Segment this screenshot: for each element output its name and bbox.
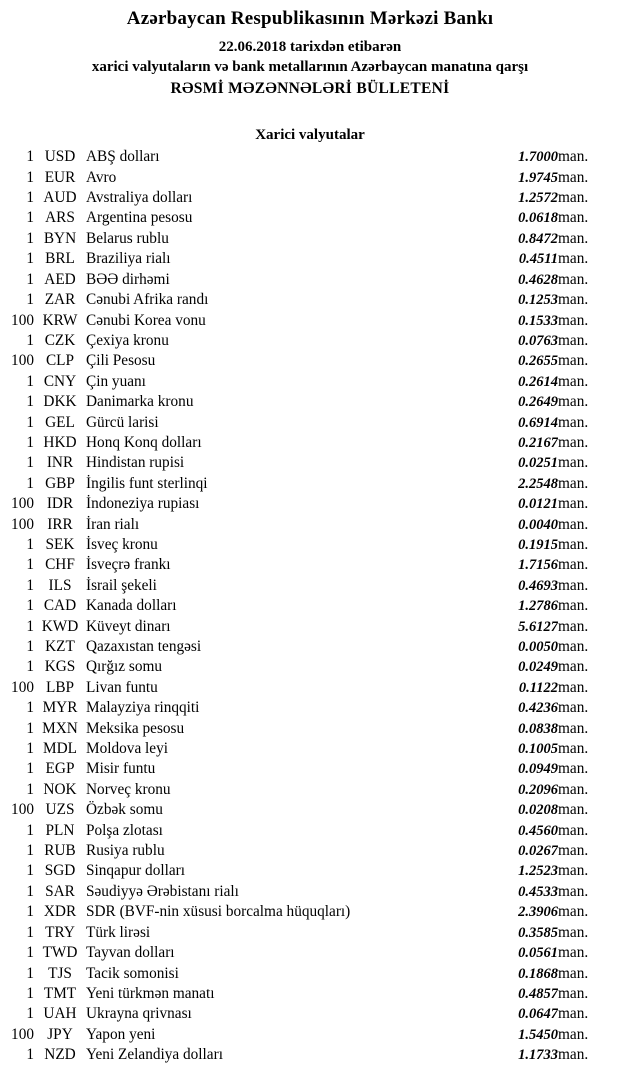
rate-cell: 5.6127 — [518, 618, 558, 635]
quantity-cell: 1 — [26, 760, 34, 778]
unit-cell: man. — [558, 535, 589, 553]
unit-cell: man. — [558, 189, 589, 207]
quantity-cell: 1 — [26, 148, 34, 166]
currency-name-cell: Avstraliya dolları — [86, 189, 193, 207]
currency-name-cell: İsrail şekeli — [86, 576, 157, 594]
table-row — [0, 1004, 620, 1024]
table-row — [0, 351, 620, 371]
unit-cell: man. — [558, 740, 589, 758]
rate-cell: 0.0949 — [518, 761, 558, 778]
section-title-foreign-currencies: Xarici valyutalar — [255, 126, 365, 143]
currency-code-cell: CZK — [44, 331, 76, 349]
currency-name-cell: Küveyt dinarı — [86, 617, 171, 635]
quantity-cell: 1 — [26, 1046, 34, 1064]
currency-code-cell: UAH — [43, 1005, 77, 1023]
table-row — [0, 473, 620, 493]
unit-cell: man. — [558, 311, 589, 329]
currency-name-cell: Belarus rublu — [86, 229, 169, 247]
currency-code-cell: KRW — [42, 311, 78, 329]
unit-cell: man. — [558, 944, 589, 962]
table-row — [0, 249, 620, 269]
currency-code-cell: MXN — [42, 719, 78, 737]
quantity-cell: 1 — [26, 209, 34, 227]
table-row — [0, 535, 620, 555]
table-row — [0, 596, 620, 616]
quantity-cell: 1 — [26, 903, 34, 921]
currency-code-cell: MDL — [43, 740, 77, 758]
quantity-cell: 100 — [11, 678, 34, 696]
quantity-cell: 1 — [26, 699, 34, 717]
unit-cell: man. — [558, 515, 589, 533]
currency-code-cell: INR — [46, 454, 74, 472]
currency-name-cell: ABŞ dolları — [86, 148, 160, 166]
unit-cell: man. — [558, 719, 589, 737]
unit-cell: man. — [558, 862, 589, 880]
rate-cell: 0.1533 — [518, 312, 558, 329]
bulletin-title: RƏSMİ MƏZƏNNƏLƏRİ BÜLLETENİ — [170, 79, 450, 97]
rate-cell: 1.9745 — [518, 169, 558, 186]
currency-code-cell: SGD — [44, 862, 76, 880]
quantity-cell: 1 — [26, 740, 34, 758]
unit-cell: man. — [558, 556, 589, 574]
rate-cell: 0.2655 — [518, 353, 558, 370]
currency-code-cell: SAR — [45, 882, 75, 900]
currency-code-cell: TMT — [43, 984, 77, 1002]
table-row — [0, 576, 620, 596]
rate-cell: 0.1122 — [518, 679, 558, 696]
table-row — [0, 494, 620, 514]
currency-code-cell: GEL — [45, 413, 75, 431]
table-row — [0, 1024, 620, 1044]
rate-cell: 2.3906 — [518, 904, 558, 921]
currency-code-cell: TJS — [48, 964, 72, 982]
rate-cell: 0.0249 — [518, 659, 558, 676]
table-row — [0, 759, 620, 779]
rate-cell: 0.4533 — [518, 883, 558, 900]
quantity-cell: 1 — [26, 923, 34, 941]
unit-cell: man. — [558, 209, 589, 227]
currency-name-cell: Hindistan rupisi — [86, 454, 185, 472]
rate-cell: 0.3585 — [518, 924, 558, 941]
unit-cell: man. — [558, 413, 589, 431]
quantity-cell: 1 — [26, 842, 34, 860]
rate-cell: 0.1253 — [518, 292, 558, 309]
currency-code-cell: AED — [44, 270, 76, 288]
currency-code-cell: USD — [44, 148, 76, 166]
table-row — [0, 820, 620, 840]
unit-cell: man. — [558, 617, 589, 635]
unit-cell: man. — [558, 760, 589, 778]
currency-code-cell: RUB — [44, 842, 76, 860]
exchange-rates-table — [0, 147, 620, 1065]
currency-name-cell: Yeni türkmən manatı — [86, 984, 215, 1002]
table-row — [0, 882, 620, 902]
table-row — [0, 433, 620, 453]
currency-code-cell: CHF — [45, 556, 75, 574]
quantity-cell: 1 — [26, 658, 34, 676]
currency-name-cell: Polşa zlotası — [86, 821, 163, 839]
unit-cell: man. — [558, 495, 589, 513]
currency-name-cell: Danimarka kronu — [86, 393, 194, 411]
rate-cell: 0.0050 — [518, 639, 558, 656]
rate-cell: 0.6914 — [518, 414, 558, 431]
bulletin-header — [0, 8, 620, 100]
currency-code-cell: DKK — [43, 393, 77, 411]
rate-cell: 0.0618 — [518, 210, 558, 227]
currency-name-cell: Rusiya rublu — [86, 842, 165, 860]
quantity-cell: 1 — [26, 168, 34, 186]
table-row — [0, 555, 620, 575]
table-row — [0, 229, 620, 249]
quantity-cell: 1 — [26, 944, 34, 962]
currency-name-cell: İsveç kronu — [86, 535, 158, 553]
unit-cell: man. — [558, 474, 589, 492]
table-row — [0, 331, 620, 351]
unit-cell: man. — [558, 678, 589, 696]
quantity-cell: 1 — [26, 331, 34, 349]
currency-name-cell: İngilis funt sterlinqi — [86, 474, 208, 492]
currency-code-cell: PLN — [45, 821, 75, 839]
currency-code-cell: KGS — [44, 658, 76, 676]
currency-name-cell: Çexiya kronu — [86, 331, 169, 349]
table-row — [0, 739, 620, 759]
rate-cell: 0.0040 — [518, 516, 558, 533]
table-row — [0, 147, 620, 167]
quantity-cell: 1 — [26, 597, 34, 615]
table-row — [0, 290, 620, 310]
table-row — [0, 678, 620, 698]
currency-name-cell: Çin yuanı — [86, 372, 146, 390]
rate-cell: 1.1733 — [518, 1047, 558, 1064]
currency-name-cell: Tayvan dolları — [86, 944, 175, 962]
quantity-cell: 1 — [26, 474, 34, 492]
unit-cell: man. — [558, 699, 589, 717]
currency-code-cell: XDR — [43, 903, 77, 921]
quantity-cell: 1 — [26, 372, 34, 390]
table-row — [0, 1045, 620, 1065]
table-row — [0, 780, 620, 800]
unit-cell: man. — [558, 597, 589, 615]
currency-name-cell: Qazaxıstan tengəsi — [86, 638, 202, 656]
currency-name-cell: Tacik somonisi — [86, 964, 179, 982]
quantity-cell: 1 — [26, 413, 34, 431]
currency-name-cell: Livan funtu — [86, 678, 158, 696]
quantity-cell: 1 — [26, 535, 34, 553]
currency-name-cell: Sinqapur dolları — [86, 862, 185, 880]
currency-name-cell: Qırğız somu — [86, 658, 163, 676]
quantity-cell: 1 — [26, 291, 34, 309]
table-row — [0, 392, 620, 412]
rate-cell: 0.0561 — [518, 945, 558, 962]
currency-code-cell: EUR — [44, 168, 76, 186]
currency-name-cell: Braziliya rialı — [86, 250, 171, 268]
currency-name-cell: Meksika pesosu — [86, 719, 185, 737]
quantity-cell: 1 — [26, 250, 34, 268]
currency-code-cell: KZT — [45, 638, 75, 656]
table-row — [0, 963, 620, 983]
unit-cell: man. — [558, 638, 589, 656]
quantity-cell: 1 — [26, 556, 34, 574]
quantity-cell: 100 — [11, 801, 34, 819]
rate-cell: 1.5450 — [518, 1026, 558, 1043]
unit-cell: man. — [558, 352, 589, 370]
unit-cell: man. — [558, 1005, 589, 1023]
quantity-cell: 100 — [11, 1025, 34, 1043]
unit-cell: man. — [558, 923, 589, 941]
rate-cell: 1.2572 — [518, 190, 558, 207]
rate-cell: 1.2523 — [518, 863, 558, 880]
table-row — [0, 310, 620, 330]
quantity-cell: 1 — [26, 780, 34, 798]
unit-cell: man. — [558, 372, 589, 390]
quantity-cell: 1 — [26, 454, 34, 472]
quantity-cell: 1 — [26, 393, 34, 411]
quantity-cell: 1 — [26, 964, 34, 982]
unit-cell: man. — [558, 576, 589, 594]
table-row — [0, 922, 620, 942]
currency-code-cell: AUD — [43, 189, 77, 207]
currency-name-cell: Gürcü larisi — [86, 413, 159, 431]
currency-name-cell: Argentina pesosu — [86, 209, 193, 227]
currency-name-cell: Moldova leyi — [86, 740, 168, 758]
currency-code-cell: CLP — [45, 352, 75, 370]
currency-name-cell: Yapon yeni — [86, 1025, 156, 1043]
currency-name-cell: Türk lirəsi — [86, 923, 151, 941]
table-row — [0, 943, 620, 963]
quantity-cell: 1 — [26, 719, 34, 737]
quantity-cell: 1 — [26, 984, 34, 1002]
currency-code-cell: NZD — [44, 1046, 76, 1064]
unit-cell: man. — [558, 964, 589, 982]
rate-cell: 0.4693 — [518, 577, 558, 594]
unit-cell: man. — [558, 821, 589, 839]
rate-cell: 0.4511 — [518, 251, 558, 268]
currency-code-cell: TRY — [45, 923, 75, 941]
currency-code-cell: EGP — [45, 760, 75, 778]
rate-cell: 0.4857 — [518, 985, 558, 1002]
table-row — [0, 371, 620, 391]
currency-code-cell: LBP — [45, 678, 75, 696]
currency-code-cell: TWD — [42, 944, 78, 962]
currency-code-cell: UZS — [45, 801, 75, 819]
exchange-rates-table-body — [0, 147, 620, 1065]
table-row — [0, 188, 620, 208]
rate-cell: 0.2096 — [518, 781, 558, 798]
currency-name-cell: Cənubi Korea vonu — [86, 311, 206, 329]
quantity-cell: 1 — [26, 433, 34, 451]
rate-cell: 0.0763 — [518, 332, 558, 349]
currency-name-cell: Çili Pesosu — [86, 352, 156, 370]
currency-code-cell: ILS — [48, 576, 72, 594]
currency-code-cell: KWD — [41, 617, 79, 635]
currency-code-cell: BYN — [43, 229, 77, 247]
unit-cell: man. — [558, 250, 589, 268]
table-row — [0, 718, 620, 738]
quantity-cell: 1 — [26, 821, 34, 839]
table-row — [0, 208, 620, 228]
table-row — [0, 412, 620, 432]
unit-cell: man. — [558, 229, 589, 247]
rate-cell: 0.4236 — [518, 700, 558, 717]
currency-code-cell: BRL — [45, 250, 75, 268]
currency-code-cell: IDR — [46, 495, 74, 513]
currency-name-cell: Kanada dolları — [86, 597, 177, 615]
currency-name-cell: Ukrayna qrivnası — [86, 1005, 192, 1023]
rate-cell: 0.4628 — [518, 271, 558, 288]
quantity-cell: 100 — [11, 311, 34, 329]
currency-name-cell: Özbək somu — [86, 801, 163, 819]
table-row — [0, 841, 620, 861]
quantity-cell: 1 — [26, 862, 34, 880]
rate-cell: 0.1868 — [518, 965, 558, 982]
unit-cell: man. — [558, 270, 589, 288]
rate-cell: 0.2649 — [518, 394, 558, 411]
table-row — [0, 698, 620, 718]
table-row — [0, 637, 620, 657]
currency-name-cell: İran rialı — [86, 515, 140, 533]
table-row — [0, 514, 620, 534]
currency-name-cell: BƏƏ dirhəmi — [86, 270, 170, 288]
unit-cell: man. — [558, 433, 589, 451]
unit-cell: man. — [558, 903, 589, 921]
rate-cell: 1.7000 — [518, 149, 558, 166]
unit-cell: man. — [558, 331, 589, 349]
quantity-cell: 1 — [26, 189, 34, 207]
unit-cell: man. — [558, 1046, 589, 1064]
rate-cell: 0.0838 — [518, 720, 558, 737]
table-row — [0, 657, 620, 677]
quantity-cell: 100 — [11, 495, 34, 513]
currency-code-cell: GBP — [45, 474, 75, 492]
currency-name-cell: SDR (BVF-nin xüsusi borcalma hüquqları) — [86, 903, 351, 921]
unit-cell: man. — [558, 454, 589, 472]
currency-code-cell: NOK — [43, 780, 77, 798]
unit-cell: man. — [558, 882, 589, 900]
currency-code-cell: IRR — [47, 515, 73, 533]
unit-cell: man. — [558, 393, 589, 411]
table-row — [0, 984, 620, 1004]
rate-cell: 0.2614 — [518, 373, 558, 390]
unit-cell: man. — [558, 168, 589, 186]
table-row — [0, 269, 620, 289]
effective-date-line: 22.06.2018 tarixdən etibarən — [218, 39, 402, 55]
currency-name-cell: Cənubi Afrika randı — [86, 291, 209, 309]
rate-cell: 0.0208 — [518, 802, 558, 819]
currency-code-cell: ZAR — [44, 291, 76, 309]
quantity-cell: 1 — [26, 882, 34, 900]
bank-title: Azərbaycan Respublikasının Mərkəzi Bankı — [126, 8, 494, 29]
quantity-cell: 100 — [11, 352, 34, 370]
unit-cell: man. — [558, 1025, 589, 1043]
quantity-cell: 1 — [26, 617, 34, 635]
quantity-cell: 1 — [26, 638, 34, 656]
currency-name-cell: Yeni Zelandiya dolları — [86, 1046, 223, 1064]
currency-code-cell: ARS — [45, 209, 75, 227]
currency-code-cell: JPY — [47, 1025, 73, 1043]
rate-cell: 2.2548 — [518, 475, 558, 492]
currency-name-cell: İsveçrə frankı — [86, 556, 171, 574]
currency-name-cell: Malayziya rinqqiti — [86, 699, 200, 717]
rate-cell: 0.0121 — [518, 496, 558, 513]
rate-cell: 0.4560 — [518, 822, 558, 839]
currency-name-cell: İndoneziya rupiası — [86, 495, 200, 513]
currency-name-cell: Avro — [86, 168, 117, 186]
rate-cell: 0.1005 — [518, 741, 558, 758]
rate-cell: 0.1915 — [518, 536, 558, 553]
currency-name-cell: Norveç kronu — [86, 780, 171, 798]
currency-code-cell: CNY — [43, 372, 77, 390]
scope-line: xarici valyutaların və bank metallarının Azərbaycan manatına qarşı — [91, 59, 529, 76]
currency-code-cell: SEK — [45, 535, 75, 553]
rate-cell: 0.0647 — [518, 1006, 558, 1023]
currency-name-cell: Misir funtu — [86, 760, 156, 778]
currency-code-cell: HKD — [43, 433, 77, 451]
unit-cell: man. — [558, 148, 589, 166]
quantity-cell: 1 — [26, 270, 34, 288]
unit-cell: man. — [558, 291, 589, 309]
currency-name-cell: Səudiyyə Ərəbistanı rialı — [86, 882, 239, 900]
rate-cell: 1.2786 — [518, 598, 558, 615]
table-row — [0, 800, 620, 820]
currency-code-cell: CAD — [43, 597, 77, 615]
quantity-cell: 1 — [26, 576, 34, 594]
unit-cell: man. — [558, 801, 589, 819]
table-row — [0, 167, 620, 187]
table-row — [0, 453, 620, 473]
rate-cell: 0.8472 — [518, 230, 558, 247]
unit-cell: man. — [558, 984, 589, 1002]
quantity-cell: 1 — [26, 1005, 34, 1023]
currency-name-cell: Honq Konq dolları — [86, 433, 202, 451]
rate-cell: 1.7156 — [518, 557, 558, 574]
unit-cell: man. — [558, 842, 589, 860]
table-row — [0, 861, 620, 881]
unit-cell: man. — [558, 658, 589, 676]
rate-cell: 0.0267 — [518, 843, 558, 860]
quantity-cell: 100 — [11, 515, 34, 533]
rate-cell: 0.0251 — [518, 455, 558, 472]
table-row — [0, 616, 620, 636]
quantity-cell: 1 — [26, 229, 34, 247]
table-row — [0, 902, 620, 922]
currency-code-cell: MYR — [42, 699, 78, 717]
unit-cell: man. — [558, 780, 589, 798]
rate-cell: 0.2167 — [518, 434, 558, 451]
